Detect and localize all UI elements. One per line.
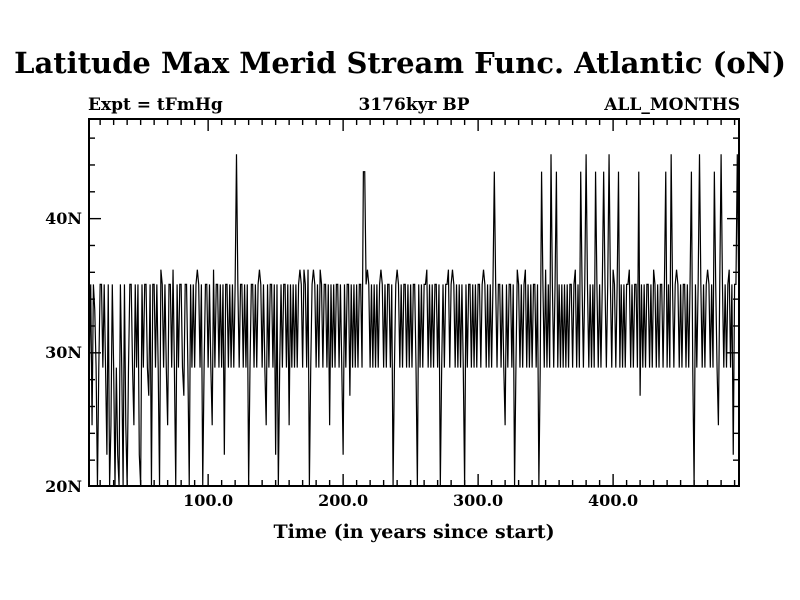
months-label: ALL_MONTHS [604, 95, 740, 115]
x-tick-label: 200.0 [318, 491, 369, 510]
x-tick-label: 400.0 [588, 491, 639, 510]
y-tick-label: 20N [45, 477, 82, 496]
plot-svg [88, 118, 740, 487]
plot-area [88, 118, 740, 487]
y-axis-tick-labels [34, 118, 82, 496]
x-axis-title: Time (in years since start) [273, 521, 555, 543]
x-axis-tick-labels [88, 489, 740, 511]
x-tick-label: 100.0 [183, 491, 234, 510]
experiment-label: Expt = tFmHg [88, 95, 223, 115]
time-bp-label: 3176kyr BP [358, 95, 470, 115]
figure-title: Latitude Max Merid Stream Func. Atlantic (oN) [14, 46, 786, 80]
x-tick-label: 300.0 [453, 491, 504, 510]
y-tick-label: 30N [45, 342, 82, 362]
y-tick-label: 40N [45, 208, 82, 228]
